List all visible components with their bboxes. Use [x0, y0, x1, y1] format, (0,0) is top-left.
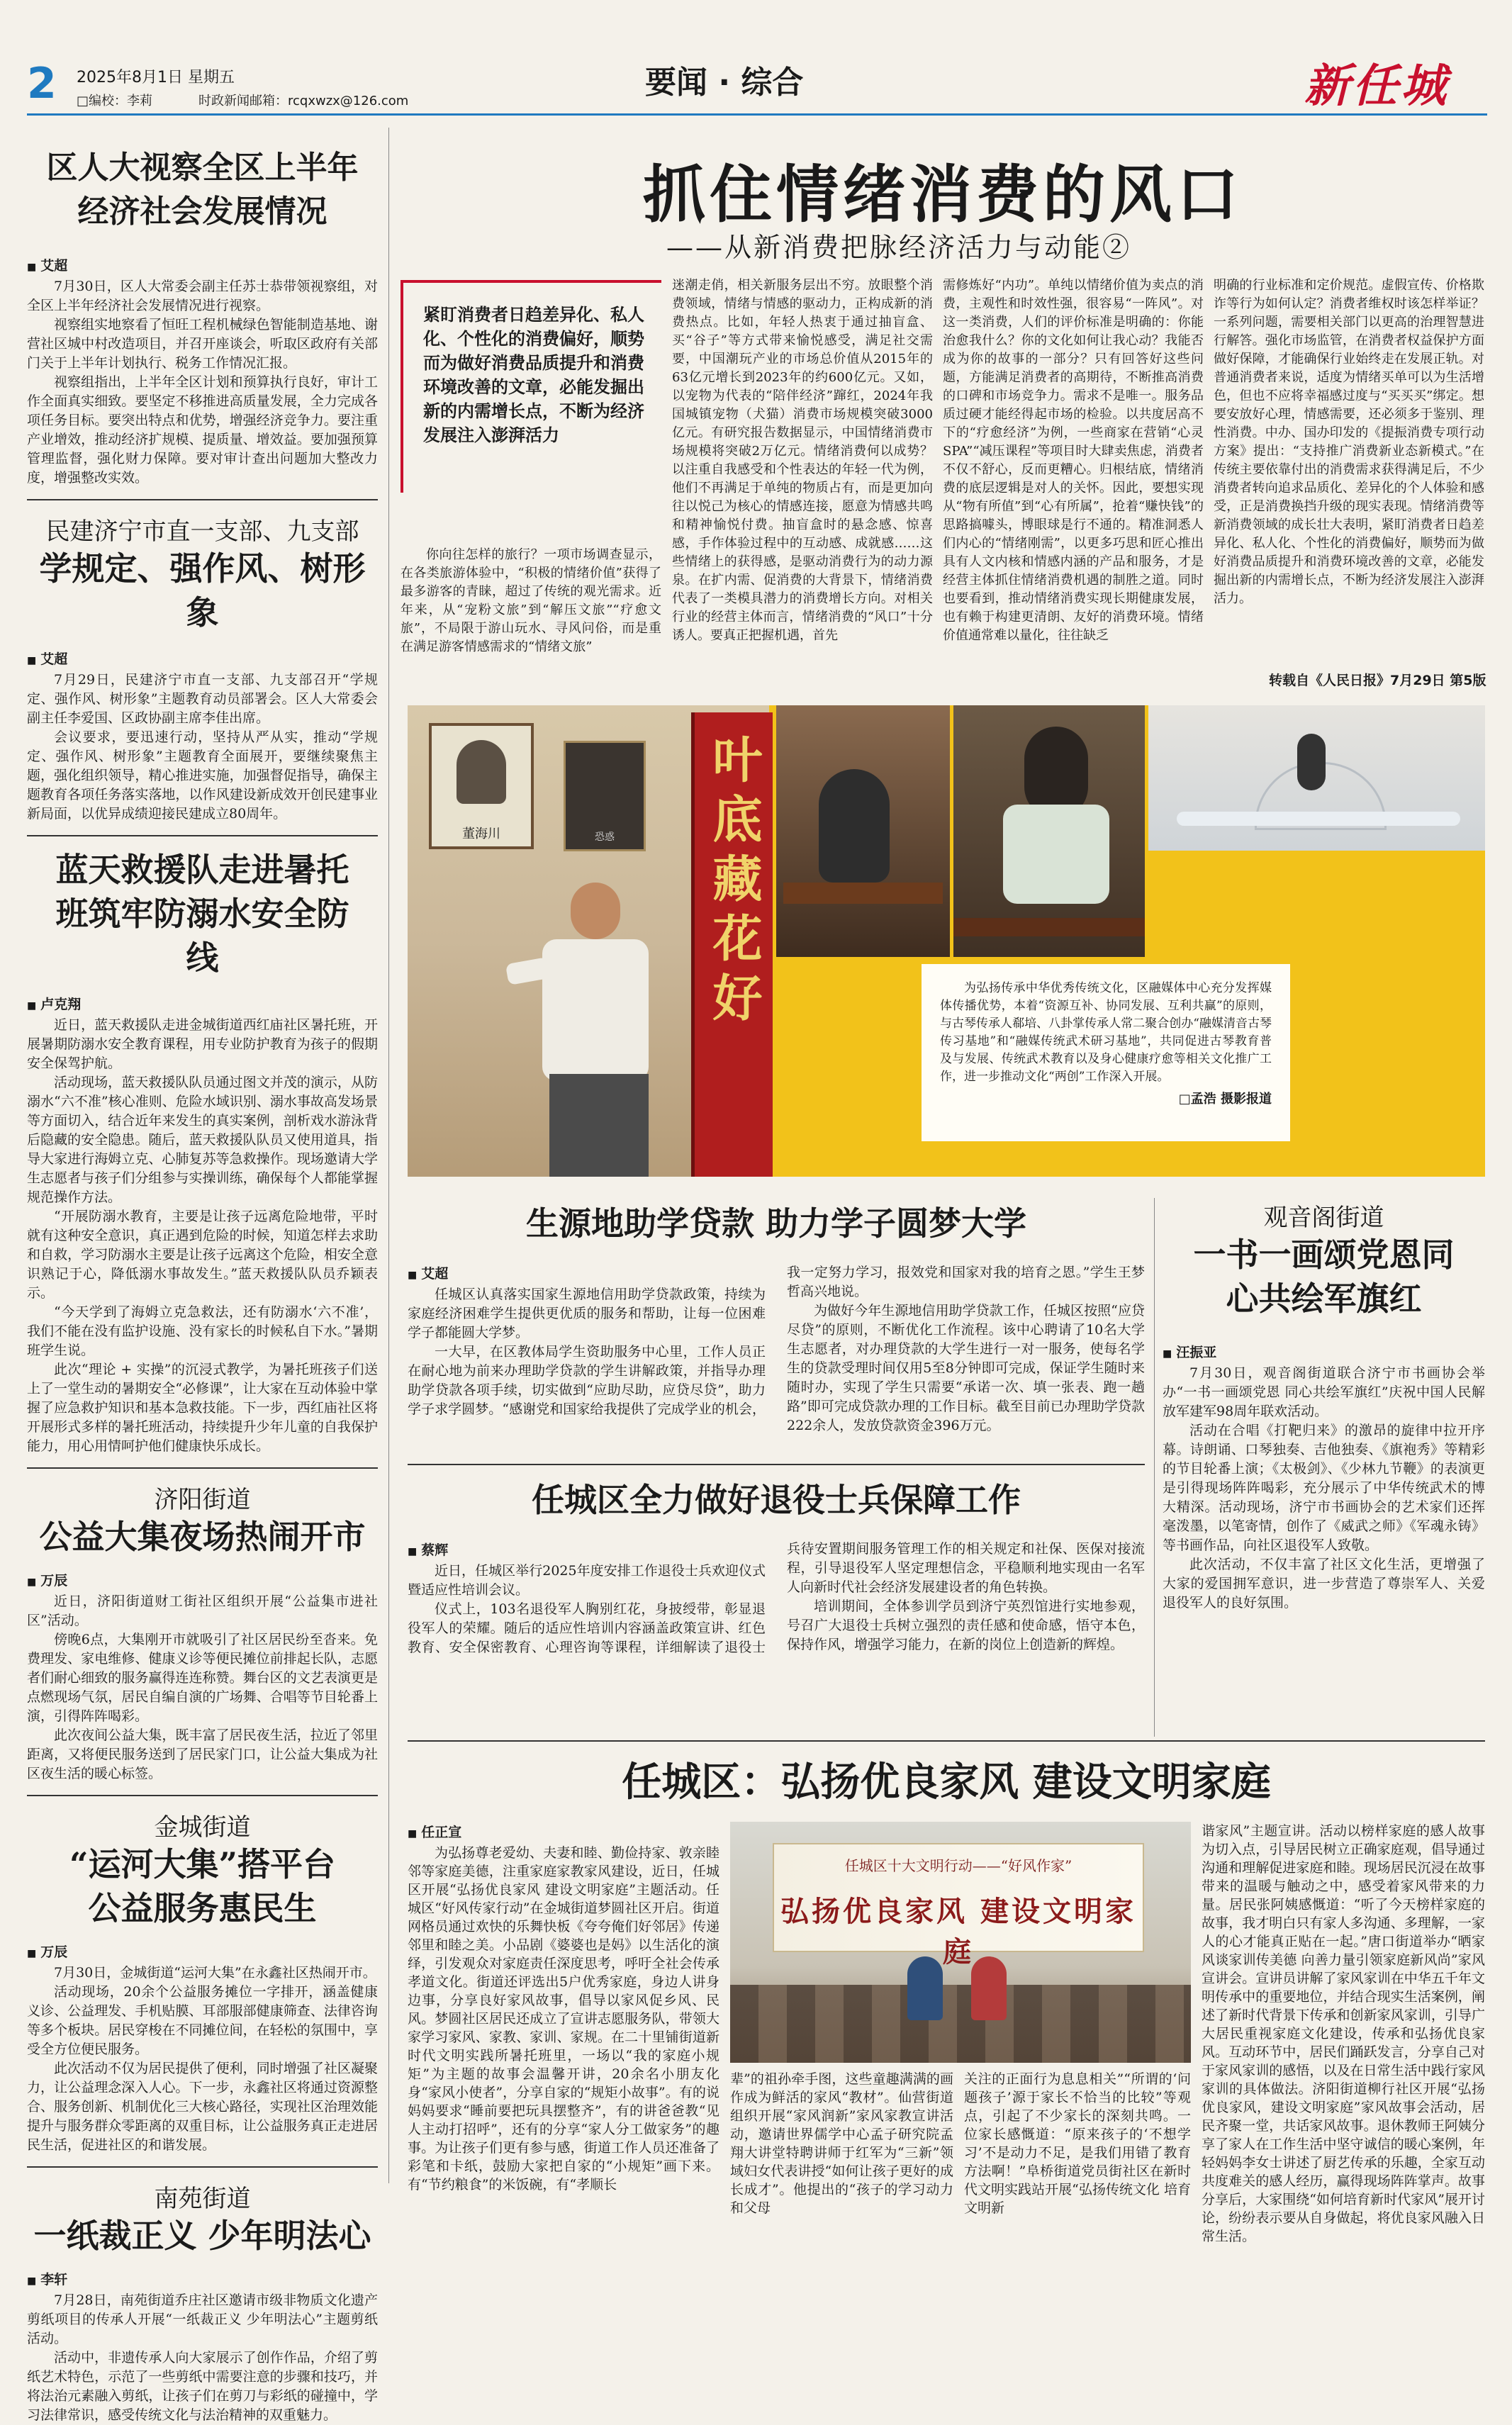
family-values-column-1 — [408, 1822, 719, 2190]
email-line: 时政新闻邮箱：rcqxwzx@126.com — [198, 94, 409, 108]
paragraph: 一大早，在区教体局学生资助服务中心里，工作人员正在耐心地为前来办理助学贷款的学生讲解政策，并指导办理助学贷款各项手续，切实做到“应助尽助，应贷尽贷”，助力学子求学圆梦。“感谢党和国家给我提供了完成学业的机会，我一定努力学习，报效党和国家对我的培育之恩。”学生王梦哲高兴地说。 — [408, 1265, 1145, 1417]
stage-banner — [773, 1843, 1144, 1968]
paragraph: 近日，济阳街道财工街社区组织开展“公益集市进社区”活动。 — [27, 1594, 378, 1628]
masthead-rule — [27, 113, 1487, 116]
martial-artist — [507, 861, 684, 1177]
portrait-name: 董海川 — [462, 827, 500, 841]
feature-column-1: 你向往怎样的旅行？一项市场调查显示，在各类旅游体验中，“积极的情绪价值”获得了最多游客的青睐，超过了传统的观光需求。近年来，从“宠粉文旅”到“解压文旅”“疗愈文旅”，不局限于游山玩水、寻风问俗，而是重在满足游客情感需求的“情绪文旅” — [401, 547, 661, 654]
editor-line: □编校：李莉 — [77, 94, 153, 108]
byline: ■ 艾超 — [408, 1263, 766, 1282]
paragraph: 任城区认真落实国家生源地信用助学贷款政策，持续为家庭经济困难学生提供更优质的服务和帮助，让每一位困难学子都能圆大学梦。 — [408, 1287, 766, 1340]
meditation-photo — [1148, 705, 1485, 851]
paragraph: 仪式上，103名退役军人胸别红花，身披绶带，彰显退役军人的荣耀。随后的适应性培训内容涵盖政策宣讲、红色教育、安全保密教育、心理咨询等课程，详细解读了退役士兵待安置期间服务管理工作的相关规定和社保、医保对接流程，引导退役军人坚定理想信念，平稳顺利地实现由一名军人向新时代社会经济发展建设者的角色转换。 — [408, 1541, 1145, 1655]
feature-column-2: 迷潮走俏，相关新服务层出不穷。放眼整个消费领域，情绪与情感的驱动力，正构成新的消费热点。比如，年轻人热衷于通过抽盲盒、买“谷子”等方式带来愉悦感受，满足社交需要，中国潮玩产业的市场总价值从2015年的63亿元增长到2023年的约600亿元。又如，以宠物为代表的“陪伴经济”蹿红，2024年我国城镇宠物（犬猫）消费市场规模突破3000亿元。有研究报告数据显示，中国情绪消费市场规模将突破2万亿元。情绪消费何以成势？以注重自我感受和个性表达的年轻一代为例，他们不再满足于单纯的物质占有，而是更加向往以悦己为核心的情感连接，愿意为情感共鸣和精神愉悦付费。抽盲盒时的悬念感、惊喜感，手作体验过程中的互动感、成就感……这些情绪上的获得感，是驱动消费行为的动力源泉。在扩内需、促消费的大背景下，情绪消费代表了一类模具潜力的消费增长方向。对相关行业的经营主体而言，情绪消费的“风口”十分诱人。要真正把握机遇，首先 — [672, 278, 933, 643]
martial-arts-photo — [408, 705, 769, 1177]
column-divider — [1154, 1198, 1155, 1737]
banner-small-text: 任城区十大文明行动——“好风作家” — [844, 1857, 1073, 1874]
section-title: 要闻 · 综合 — [645, 65, 804, 101]
article-title: 蓝天救援队走进暑托班筑牢防溺水安全防线 — [55, 851, 349, 977]
byline: ■ 万辰 — [27, 1942, 378, 1961]
paragraph: 活动现场，20余个公益服务摊位一字排开，涵盖健康义诊、公益理发、手机贴膜、耳部服部健康筛查、法律咨询等多个板块。居民穿梭在不同摊位间，在轻松的氛围中，享受全方位便民服务。 — [27, 1984, 378, 2057]
page-number: 2 — [27, 59, 57, 108]
paragraph: “今天学到了海姆立克急救法，还有防溺水‘六不准’，我们不能在没有监护设施、没有家长的时候私自下水。”暑期班学生说。 — [27, 1304, 378, 1358]
calligraphy-event-article — [1163, 1198, 1485, 1737]
paragraph: “开展防溺水教育，主要是让孩子远离危险地带，平时就有这种安全意识，真正遇到危险的时候，知道怎样去求助和自救，学习防溺水主要是让孩子远离这个危险，相安全意识熟记于心，降低溺水事故发生。”蓝天救援队队员乔颖表示。 — [27, 1209, 378, 1301]
paragraph: 活动中，非遗传承人向大家展示了创作作品，介绍了剪纸艺术特色，示范了一些剪纸中需要注意的步骤和技巧，并将法治元素融入剪纸，让孩子们在剪刀与彩纸的碰撞中，学习法律常识，感受传统文化与法治精神的双重魅力。 — [27, 2350, 378, 2423]
pull-quote-box — [401, 280, 661, 493]
banner-big-text: 弘扬优良家风 建设文明家庭 — [780, 1895, 1136, 1968]
calligraphy-text: 叶底藏花好 — [705, 734, 763, 1031]
byline: ■ 蔡辉 — [408, 1540, 766, 1559]
date-line: 2025年8月1日 星期五 — [77, 69, 235, 86]
article-title: 生源地助学贷款 助力学子圆梦大学 — [525, 1204, 1026, 1243]
paragraph: 7月29日，民建济宁市直一支部、九支部召开“学规定、强作风、树形象”主题教育动员部署会。区人大常委会副主任李爱国、区政协副主席李佳出席。 — [27, 672, 378, 726]
paragraph: 视察组指出，上半年全区计划和预算执行良好，审计工作全面真实细致。要坚定不移推进高质量发展，全力完成各项任务目标。要突出特点和优势，增强经济竞争力。要注重产业增效，推动经济扩规模、提质量、增效益。要加强预算管理监督，强化财力保障。要对审计查出问题加大整改力度，增强整改实效。 — [27, 374, 378, 486]
paragraph: 7月30日，区人大常委会副主任苏士恭带领视察组，对全区上半年经济社会发展情况进行视察。 — [27, 279, 378, 313]
paragraph: 活动现场，蓝天救援队队员通过图文并茂的演示，从防溺水“六不准”核心准则、危险水域识别、溺水事故高发场景等方面切入，结合近年来发生的真实案例，剖析戏水游泳背后隐藏的安全隐患。随后，蓝天救援队队员又使用道具，指导大家进行海姆立克、心肺复苏等急救操作。现场邀请大学生志愿者与孩子们分组参与实操训练，确保每个人都能掌握规范操作方法。 — [27, 1075, 378, 1205]
feature-source: 转载自《人民日报》7月29日 第5版 — [1269, 673, 1486, 688]
paragraph: 辈”的祖孙牵手图，这些童趣满满的画作成为鲜活的家风“教材”。仙营街道组织开展“家风润新”家风家教宣讲活动，邀请世界儒学中心孟子研究院孟翔大讲堂特聘讲师于红军为“三新”领域妇女代表讲授“如何让孩子更好的成长成才”。他提出的“孩子的学习动力和父母 — [730, 2071, 953, 2216]
column-divider — [388, 128, 389, 2183]
article-title: 公益大集夜场热闹开市 — [39, 1518, 366, 1556]
guqin-photo-1 — [776, 705, 950, 957]
article-kicker: 民建济宁市直一支部、九支部 — [45, 517, 359, 546]
feature-column-3: 需修炼好“内功”。单纯以情绪价值为卖点的消费，主观性和时效性强，很容易“一阵风”。对这一类消费，人们的评价标准是明确的：你能治愈我什么？你的文化如何让我心动？我能否成为你的故事的一部分？只有回答好这些问题，方能满足消费者的高期待，不断推高消费的口碑和市场竞争力。需求不是唯一。服务品质过硬才能经得起市场的检验。以共度居高不下的“疗愈经济”为例，一些商家在营销“心灵SPA”“减压课程”等项目时大肆卖焦虑，消费者不仅不舒心，反而更糟心。归根结底，情绪消费的底层逻辑是对人的关怀。因此，要想实现从“物有所值”到“心有所属”，抢着“赚快钱”的思路搞噱头，博眼球是行不通的。精准洞悉人们内心的“情绪刚需”，以更多巧思和匠心推出具有人文内核和情感内涵的产品和服务，才是经营主体抓住情绪消费机遇的制胜之道。同时也要看到，推动情绪消费实现长期健康发展，也有赖于构建更清朗、友好的消费环境。情绪价值通常难以量化，往往缺乏 — [943, 278, 1204, 643]
paragraph: 视察组实地察看了恒旺工程机械绿色智能制造基地、谢营社区城中村改造项目，并召开座谈会，听取区政府有关部门关于上半年计划执行、税务工作情况汇报。 — [27, 317, 378, 371]
paragraph: 活动在合唱《打靶归来》的激昂的旋律中拉开序幕。诗朗诵、口琴独奏、吉他独奏、《旗袍秀》等精彩的节目轮番上演；《太极剑》、《少林九节鞭》的表演更是引得现场阵阵喝彩，充分展示了中华传统武术的博大精深。活动现场，济宁市书画协会的艺术家们还挥毫泼墨，以笔寄情，创作了《威武之师》《军魂永铸》等书画作品，向社区退役军人致敬。 — [1163, 1423, 1485, 1553]
article-title: 学规定、强作风、树形象 — [39, 549, 366, 632]
paragraph: 7月28日，南苑街道乔庄社区邀请市级非物质文化遗产剪纸项目的传承人开展“一纸裁正义 少年明法心”主题剪纸活动。 — [27, 2292, 378, 2346]
paragraph: 近日，蓝天救援队走进金城街道西红庙社区暑托班，开展暑期防溺水安全教育课程，用专业防护教育为孩子的假期安全保驾护航。 — [27, 1017, 378, 1071]
paragraph: 为做好今年生源地信用助学贷款工作，任城区按照“应贷尽贷”的原则，不断优化工作流程。该中心聘请了10名大学生志愿者，对办理贷款的大学生进行一对一服务，使每名学生的贷款受理时间仅用5至8分钟即可完成，保证学生随时来随时办，实现了学生只需要“承诺一次、填一张表、跑一趟路”即可完成贷款办理的工作目标。截至目前已办理助学贷款222余人，发放贷款资金396万元。 — [787, 1303, 1145, 1433]
paragraph: 此次活动，不仅丰富了社区文化生活，更增强了大家的爱国拥军意识，进一步营造了尊崇军人、关爱退役军人的良好氛围。 — [1163, 1557, 1485, 1611]
byline: ■ 汪振亚 — [1163, 1342, 1485, 1361]
article-title: “运河大集”搭平台公益服务惠民生 — [69, 1845, 335, 1927]
feature-subtitle: ——从新消费把脉经济活力与动能② — [666, 232, 1132, 263]
poster-text: 恐惑 — [595, 831, 615, 843]
byline: ■ 任正宣 — [408, 1822, 719, 1841]
paragraph: 谐家风”主题宣讲。活动以榜样家庭的感人故事为切入点，引导居民树立正确家庭观，倡导通过沟通和理解促进家庭和睦。现场居民沉浸在故事带来的温暖与触动之中，感受着家风带来的力量。居民张阿姨感慨道：“听了今天榜样家庭的故事，我才明白只有家人多沟通、多理解，一家人的心才能真正贴在一起。”唐口街道举办“晒家风谈家训传美德 向善力量引领家庭新风尚”家风宣讲会。宣讲员讲解了家风家训在中华五千年文明传承中的重要地位，并结合现实生活案例，阐述了新时代背景下传承和创新家风家训，引导广大居民重视家庭文化建设，传承和弘扬优良家风。互动环节中，居民们踊跃发言，分享自己对于家风家训的感悟，以及在日常生活中践行家风家训的具体做法。济阳街道柳行社区开展“弘扬优良家风，建设文明家庭”家风故事会活动，居民齐聚一堂，共话家风故事。退休教师王阿姨分享了家人在工作生活中坚守诚信的暖心案例，年轻妈妈李女士讲述了厨艺传承的乐趣，全家互动共度难关的感人经历，赢得现场阵阵掌声。故事分享后，大家围绕“如何培育新时代家风”展开讨论，纷纷表示要从自身做起，将优良家风融入日常生活。 — [1202, 1823, 1485, 2244]
paragraph: 培训期间，全体参训学员到济宁英烈馆进行实地参观，号召广大退役士兵树立强烈的责任感和使命感，悟守本色，保持作风，增强学习能力，在新的岗位上创造新的辉煌。 — [787, 1598, 1145, 1652]
byline: ■ 卢克翔 — [27, 994, 378, 1013]
byline: ■ 万辰 — [27, 1570, 378, 1589]
paragraph: 关注的正面行为息息相关”“所谓的‘问题孩子’源于家长不恰当的比较”等观点，引起了不少家长的深刻共鸣。一位家长感慨道：“原来孩子的‘不想学习’不是动力不足，是我们用错了教育方法啊！”阜桥街道党员街社区在新时代文明实践站开展“弘扬传统文化 培育文明新 — [964, 2071, 1191, 2216]
family-values-column-2 — [730, 2070, 953, 2216]
article-title: 任城区全力做好退役士兵保障工作 — [532, 1481, 1021, 1519]
family-values-column-4 — [1202, 1822, 1485, 2244]
paragraph: 7月30日，金城街道“运河大集”在永鑫社区热闹开市。 — [54, 1965, 376, 1981]
paragraph: 傍晚6点，大集刚开市就吸引了社区居民纷至沓来。免费理发、家电维修、健康义诊等便民摊位前排起长队，志愿者们耐心细致的服务赢得连连称赞。舞台区的文艺表演更是点燃现场气氛，居民自编自演的广场舞、合唱等节目轮番上演，引得阵阵喝彩。 — [27, 1632, 378, 1724]
student-loan-article — [408, 1198, 1145, 1453]
wall-portrait — [429, 723, 534, 849]
family-values-event-photo — [730, 1822, 1191, 2063]
section-rule — [408, 1464, 1145, 1465]
byline: ■ 艾超 — [27, 649, 378, 668]
paragraph: 会议要求，要迅速行动，坚持从严从实，推动“学规定、强作风、树形象”主题教育全面展开，要继续聚焦主题，强化组织领导，精心推进实施，加强督促指导，确保主题教育各项任务落实落地，以作风建设新成效开创民建事业新局面，以优异成绩迎接民建成立80周年。 — [27, 729, 378, 822]
paragraph: 此次“理论 + 实操”的沉浸式教学，为暑托班孩子们送上了一堂生动的暑期安全“必修课”，让大家在互动体验中掌握了应急救护知识和基本急救技能。下一步，西红庙社区将开展形式多样的暑托班活动，持续提升少年儿童的自我保护能力，用心用情呵护他们健康快乐成长。 — [27, 1362, 378, 1454]
feature-column-4: 明确的行业标准和定价规范。虚假宣传、价格欺诈等行为如何认定？消费者维权时该怎样举证？一系列问题，需要相关部门以更高的治理智慧进行解答。强化市场监管，在消费者权益保护方面做好保障，才能确保行业始终走在发展正轨。对普通消费者来说，适度为情绪买单可以为生活增色，但也不应将幸福感过度与“买买买”绑定。想要安放好心理，情感需要，还必须多于鉴别、理性消费。中办、国办印发的《提振消费专项行动方案》提出：“支持推广消费新业态新模式。”在传统主要依靠付出的消费需求获得满足后，不少消费者转向追求品质化、差异化的个人体验和感受，正是消费换挡升级的现实表现。情绪消费等新消费领域的成长壮大表明，紧盯消费者日趋差异化、私人化、个性化的消费偏好，顺势而为做好消费品质提升和消费环境改善的文章，必能发掘出新的内需增长点，不断为经济发展注入澎湃活力。 — [1214, 278, 1484, 606]
family-values-column-3 — [964, 2070, 1191, 2216]
pull-quote: 紧盯消费者日趋差异化、私人化、个性化的消费偏好，顺势而为做好消费品质提升和消费环境改善的文章，必能发掘出新的内需增长点，不断为经济发展注入澎湃活力 — [423, 305, 644, 445]
article-title: 一书一画颂党恩同心共绘军旗红 — [1193, 1236, 1455, 1318]
byline: ■ 李轩 — [27, 2269, 378, 2288]
byline: ■ 艾超 — [27, 255, 378, 274]
article-title: 一纸裁正义 少年明法心 — [33, 2217, 371, 2255]
veterans-article — [408, 1474, 1145, 1737]
paragraph: 近日，任城区举行2025年度安排工作退役士兵欢迎仪式暨适应性培训会议。 — [408, 1563, 766, 1598]
masthead-logo: 新任城 — [1304, 60, 1449, 113]
calligraphy-scroll — [691, 712, 773, 1177]
family-values-title: 任城区：弘扬优良家风 建设文明家庭 — [622, 1759, 1271, 1805]
photo-caption: 为弘扬传承中华优秀传统文化，区融媒体中心充分发挥媒体传播优势，本着“资源互补、协同发展、互利共赢”的原则，与古琴传承人郗培、八卦掌传承人常二聚合创办“融媒清音古琴传习基地”和“融媒传统武术研习基地”，共同促进古琴教育普及与发展、传统武术教育以及身心健康疗愈等相关文化推广工作，进一步推动文化“两创”工作深入开展。 — [940, 981, 1272, 1084]
photo-credit: □孟浩 摄影报道 — [1178, 1092, 1272, 1107]
paragraph: 此次活动不仅为居民提供了便利，同时增强了社区凝聚力，让公益理念深入人心。下一步，永鑫社区将通过资源整合、服务创新、机制优化三大核心路径，实现社区治理效能提升与服务群众零距离的双重目标，让公益服务真正走进居民生活，促进社区的和谐发展。 — [27, 2061, 378, 2153]
article-kicker: 南苑街道 — [154, 2185, 251, 2213]
paragraph: 为弘扬尊老爱幼、夫妻和睦、勤俭持家、敦亲睦邻等家庭美德，注重家庭家教家风建设，近日，任城区开展“弘扬优良家风 建设文明家庭”主题活动。任城区“好风传家行动”在金城街道梦圆社区开启。街道网格员通过欢快的乐舞快板《夸夸俺们好邻居》传递邻里和睦之美。小品剧《婆婆也是妈》以生活化的演绎，引发观众对家庭责任深度思考，呼吁全社会传承孝道文化。街道还评选出5户优秀家庭，身边人讲身边事，分享良好家风故事，倡导以家风促乡风、民风。梦圆社区居民还成立了宣讲志愿服务队，带领大家学习家风、家教、家训、家规。在二十里铺街道新时代文明实践所暑托班里，一场以“我的家庭小规矩”为主题的故事会温馨开讲，20余名小朋友化身“家风小使者”，分享自家的“规矩小故事”。有的说妈妈要求“睡前要把玩具摆整齐”，有的讲爸爸教“见人主动打招呼”，还有的分享“家人分工做家务”的趣事。为让孩子们更有参与感，街道工作人员还准备了彩笔和卡纸，鼓励大家把自家的“小规矩”画下来。有“节约粮食”的米饭碗，有“孝顺长 — [408, 1845, 719, 2192]
section-rule — [408, 1740, 1485, 1742]
paragraph: 此次夜间公益大集，既丰富了居民夜生活，拉近了邻里距离，又将便民服务送到了居民家门口，让公益大集成为社区夜生活的暖心标签。 — [27, 1727, 378, 1781]
photo-caption-box — [922, 964, 1290, 1141]
article-kicker: 金城街道 — [154, 1813, 251, 1842]
article-title: 区人大视察全区上半年经济社会发展情况 — [46, 150, 359, 230]
guqin-photo-2 — [953, 705, 1145, 957]
feature-title: 抓住情绪消费的风口 — [642, 157, 1243, 231]
article-kicker: 观音阁街道 — [1263, 1204, 1384, 1232]
paragraph: 7月30日，观音阁街道联合济宁市书画协会举办“一书一画颂党恩 同心共绘军旗红”庆祝中国人民解放军建军98周年联欢活动。 — [1163, 1365, 1485, 1419]
left-column — [27, 128, 378, 2423]
wall-poster — [564, 741, 646, 851]
article-kicker: 济阳街道 — [154, 1486, 251, 1514]
